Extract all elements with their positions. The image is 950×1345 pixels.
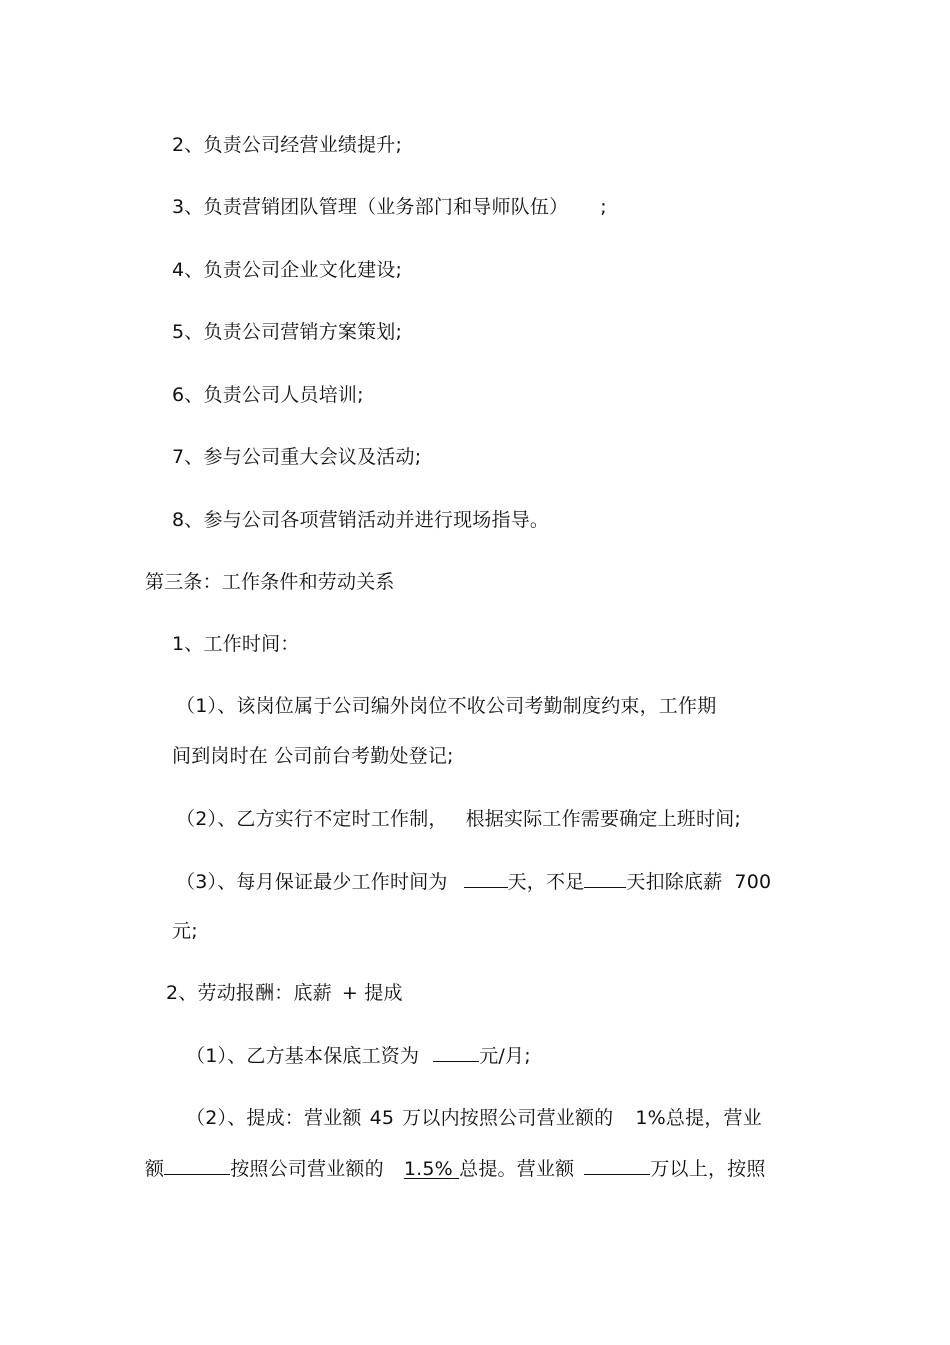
article-3-heading: 第三条：工作条件和劳动关系 — [145, 571, 395, 593]
duty-item-8: 8、参与公司各项营销活动并进行现场指导。 — [172, 509, 550, 531]
commission-rate-1: 1% — [635, 1107, 666, 1129]
pay-item-2-line-2-part-c: 总提。营业额 — [459, 1158, 575, 1180]
pay-heading — [166, 981, 403, 1005]
work-time-item-3-part-c: 天扣除底薪 — [626, 871, 723, 893]
work-time-item-1-line-1: （1）、该岗位属于公司编外岗位不收公司考勤制度约束，工作期 — [176, 695, 717, 717]
work-time-item-2 — [176, 807, 741, 831]
duty-item-5: 5、负责公司营销方案策划; — [172, 321, 403, 343]
pay-item-2-line-1 — [186, 1106, 762, 1130]
duty-item-3 — [172, 195, 607, 219]
work-time-item-2-part-b: 根据实际工作需要确定上班时间; — [465, 808, 741, 830]
pay-item-1-part-b: 元/月; — [479, 1045, 531, 1067]
pay-item-1-part-a: （1）、乙方基本保底工资为 — [186, 1045, 420, 1067]
work-time-item-3-part-a: （3）、每月保证最少工作时间为 — [176, 871, 448, 893]
work-time-item-1-line-2: 间到岗时在 公司前台考勤处登记; — [172, 745, 454, 767]
work-time-item-3 — [176, 869, 771, 894]
pay-heading-part-b: + 提成 — [341, 982, 403, 1004]
revenue-upper-blank[interactable] — [584, 1156, 650, 1175]
pay-item-1 — [186, 1043, 531, 1068]
pay-heading-part-a: 2、劳动报酬：底薪 — [166, 982, 332, 1004]
deduction-amount: 700 — [734, 871, 772, 893]
base-salary-blank[interactable] — [433, 1043, 479, 1062]
work-time-item-3-part-b: 天，不足 — [507, 871, 585, 893]
work-time-heading: 1、工作时间： — [172, 633, 300, 655]
pay-item-2-line-2-part-d: 万以上，按照 — [650, 1158, 766, 1180]
duty-item-3-tail: ; — [600, 196, 607, 218]
commission-rate-2: 1.5% — [403, 1158, 453, 1180]
duty-item-6: 6、负责公司人员培训; — [172, 384, 364, 406]
revenue-range-blank[interactable] — [164, 1156, 230, 1175]
pay-item-2-line-2 — [145, 1156, 766, 1181]
duty-item-2: 2、负责公司经营业绩提升; — [172, 134, 403, 156]
pay-item-2-line-2-part-a: 额 — [145, 1158, 165, 1180]
pay-item-2-line-2-part-b: 按照公司营业额的 — [230, 1158, 384, 1180]
pay-item-2-part-a: （2）、提成：营业额 — [186, 1107, 362, 1129]
pay-item-2-part-b: 万以内按照公司营业额的 — [402, 1107, 614, 1129]
min-days-blank[interactable] — [464, 869, 508, 888]
duty-item-4: 4、负责公司企业文化建设; — [172, 259, 403, 281]
duty-item-3-text: 3、负责营销团队管理（业务部门和导师队伍） — [172, 196, 569, 218]
pay-item-2-part-c: 总提，营业 — [665, 1107, 762, 1129]
short-days-blank[interactable] — [584, 869, 626, 888]
work-time-item-3-unit: 元; — [172, 920, 198, 942]
work-time-item-2-part-a: （2）、乙方实行不定时工作制， — [176, 808, 448, 830]
revenue-threshold: 45 — [369, 1107, 395, 1129]
duty-item-7: 7、参与公司重大会议及活动; — [172, 446, 422, 468]
